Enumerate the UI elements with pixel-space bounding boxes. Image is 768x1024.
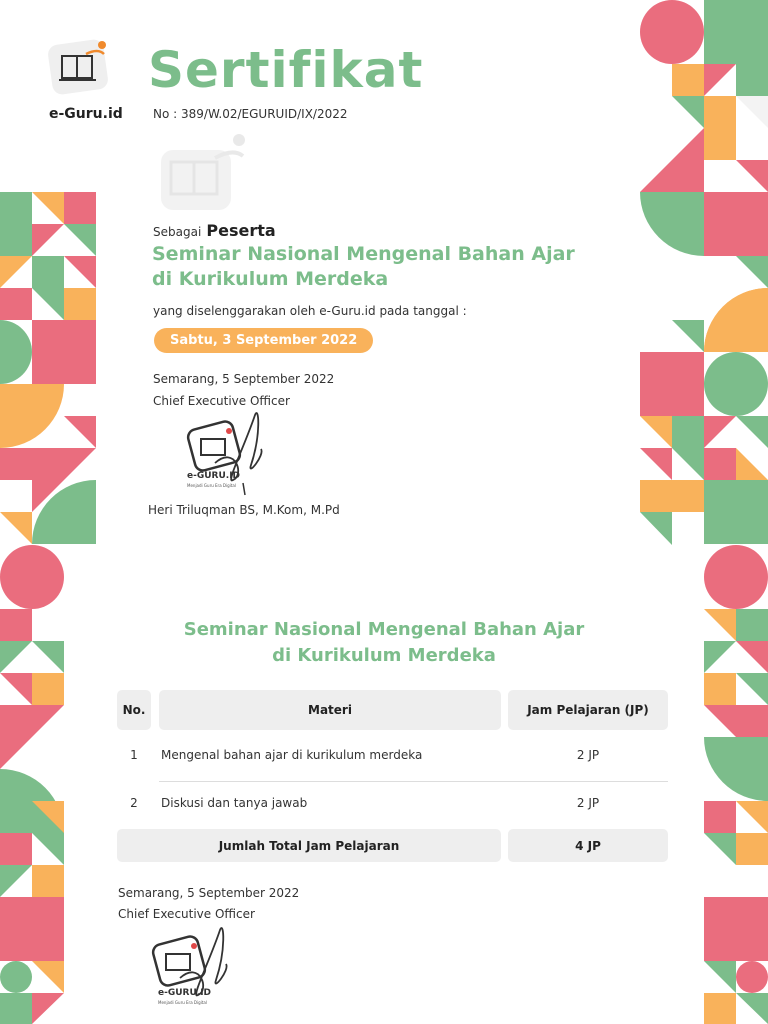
signature-position: Chief Executive Officer <box>153 394 290 408</box>
signer-name: Heri Triluqman BS, M.Kom, M.Pd <box>148 503 340 517</box>
watermark-logo <box>155 130 255 219</box>
table-row-1-materi: Mengenal bahan ajar di kurikulum merdeka <box>161 748 423 762</box>
event-title <box>152 242 575 292</box>
table-row-2-jp: 2 JP <box>576 796 600 810</box>
event-date-badge: Sabtu, 3 September 2022 <box>154 328 373 353</box>
event-title-line2: di Kurikulum Merdeka <box>152 268 389 290</box>
eguru-logo <box>46 36 116 100</box>
role-prefix: Sebagai <box>153 225 202 239</box>
stamp-tagline: Menjadi Guru Era Digital <box>187 483 236 488</box>
page2-stamp-tagline: Menjadi Guru Era Digital <box>158 1000 207 1005</box>
role-value: Peserta <box>206 221 276 240</box>
table-row-2-no: 2 <box>130 796 138 810</box>
signature-stamp <box>185 405 285 505</box>
logo-brand: e-Guru.id <box>49 106 123 122</box>
role-line <box>153 221 276 240</box>
table-total-label: Jumlah Total Jam Pelajaran <box>117 829 501 862</box>
page2-title-line2: di Kurikulum Merdeka <box>272 645 496 666</box>
table-header-no: No. <box>117 690 151 730</box>
page2-signature-stamp <box>150 920 250 1020</box>
signature-place-date: Semarang, 5 September 2022 <box>153 372 335 386</box>
table-row-1-jp: 2 JP <box>576 748 600 762</box>
page2-stamp-brand: e-GURU.ID <box>158 988 212 998</box>
table-total-value: 4 JP <box>508 829 668 862</box>
table-row-2-materi: Diskusi dan tanya jawab <box>161 796 308 810</box>
page2-signature-place-date: Semarang, 5 September 2022 <box>118 886 300 900</box>
page2-signature-icon <box>150 920 250 1020</box>
table-divider <box>159 781 668 782</box>
stamp-brand: e-GURU.ID <box>187 471 241 481</box>
page2-title-line1: Seminar Nasional Mengenal Bahan Ajar <box>183 619 585 640</box>
bottom-right-pattern <box>704 545 768 1024</box>
organized-text: yang diselenggarakan oleh e-Guru.id pada tanggal : <box>153 304 467 318</box>
bottom-left-pattern <box>0 545 64 1024</box>
certificate-title: Sertifikat <box>148 41 424 99</box>
book-icon <box>46 36 116 96</box>
table-row-1-no: 1 <box>130 748 138 762</box>
table-header-jp: Jam Pelajaran (JP) <box>508 690 668 730</box>
page2-title <box>150 617 618 669</box>
signature-icon <box>185 405 285 505</box>
certificate-number: No : 389/W.02/EGURUID/IX/2022 <box>153 107 348 121</box>
top-right-pattern <box>640 0 768 545</box>
page2-signature-position: Chief Executive Officer <box>118 907 255 921</box>
table-header-materi: Materi <box>159 690 501 730</box>
left-pattern <box>0 192 96 544</box>
event-title-line1: Seminar Nasional Mengenal Bahan Ajar <box>152 243 575 265</box>
